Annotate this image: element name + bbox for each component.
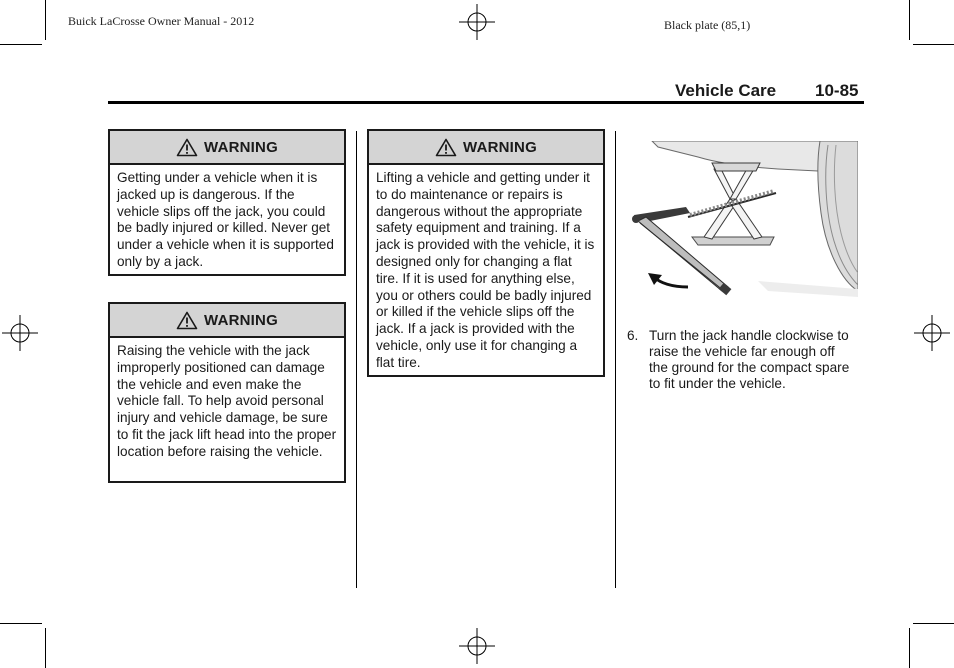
warning-box (108, 129, 346, 276)
warning-header (369, 131, 603, 165)
page-number: 10-85 (815, 81, 859, 100)
crop-mark (45, 628, 46, 668)
plate-label: Black plate (85,1) (664, 18, 751, 32)
column-divider (615, 131, 616, 588)
warning-header (110, 131, 344, 165)
warning-text: Raising the vehicle with the jack improperly positioned can damage the vehicle and even make the vehicle fall. To help avoid personal injury and vehicle damage, be sure to fit the jack lift head into the proper location before raising the vehicle. (117, 343, 337, 459)
manual-title: Buick LaCrosse Owner Manual - 2012 (68, 14, 255, 28)
section-title: Vehicle Care (675, 81, 777, 100)
crop-mark (909, 628, 910, 668)
warning-text: Lifting a vehicle and getting under it to do maintenance or repairs is dangerous without the appropriate safety equipment and training. If a jack is provided with the vehicle, it is designed only for changing a flat tire. If it is used for anything else, you or others could be badly injured or killed if the vehicle slips off the jack. If a jack is provided with the vehicle, only use it for changing a flat tire. (376, 170, 595, 370)
crop-mark (913, 623, 954, 624)
registration-mark-icon (459, 4, 495, 40)
jack-illustration (628, 141, 858, 301)
warning-label: WARNING (204, 311, 278, 329)
warning-box (367, 129, 605, 377)
column-divider (356, 131, 357, 588)
registration-mark-icon (2, 315, 38, 351)
warning-triangle-icon (435, 138, 457, 157)
crop-mark (913, 44, 954, 45)
crop-mark (0, 623, 42, 624)
warning-label: WARNING (204, 138, 278, 156)
warning-box (108, 302, 346, 483)
crop-mark (0, 44, 42, 45)
warning-header (110, 304, 344, 338)
registration-mark-icon (914, 315, 950, 351)
crop-mark (45, 0, 46, 40)
header-rule (108, 101, 864, 104)
warning-label: WARNING (463, 138, 537, 156)
registration-mark-icon (459, 628, 495, 664)
step-number: 6. (627, 328, 639, 343)
warning-text: Getting under a vehicle when it is jacked up is dangerous. If the vehicle slips off the jack, you could be badly injured or killed. Never get under a vehicle when it is supported only by a jack. (117, 170, 334, 269)
step-text: Turn the jack handle clockwise to raise the vehicle far enough off the ground for the compact spare to fit under the vehicle. (649, 328, 850, 391)
warning-triangle-icon (176, 311, 198, 330)
crop-mark (909, 0, 910, 40)
warning-triangle-icon (176, 138, 198, 157)
